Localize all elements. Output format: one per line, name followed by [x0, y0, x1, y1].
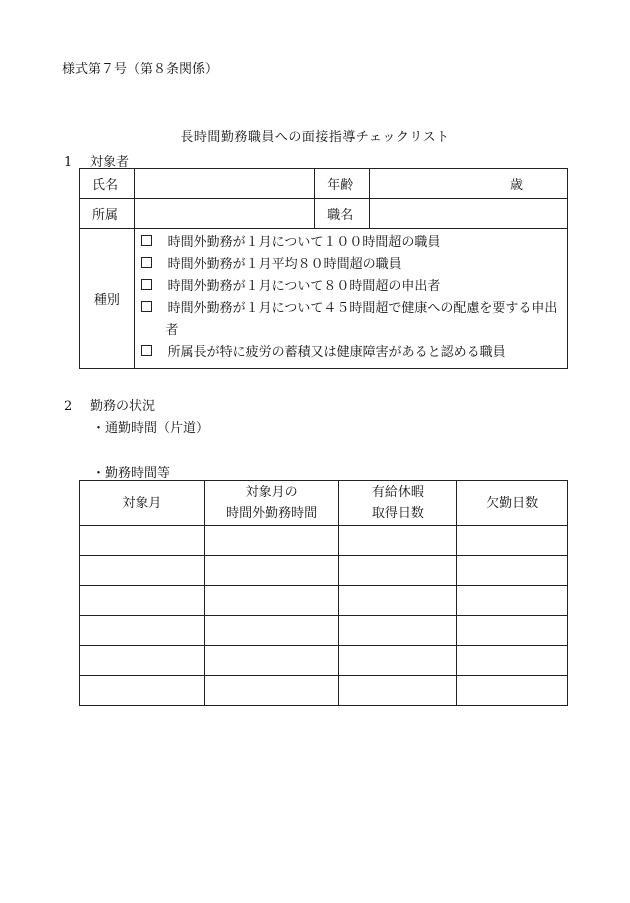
checklist-item[interactable]: 時間外勤務が１月について１００時間超の職員	[141, 232, 563, 254]
table-row	[80, 556, 568, 586]
work-hours-label: ・勤務時間等	[92, 466, 171, 481]
header-overtime-hours: 対象月の 時間外勤務時間	[204, 481, 339, 526]
section-1-title: 対象者	[90, 155, 130, 170]
table-cell[interactable]	[457, 646, 568, 676]
position-field[interactable]	[370, 199, 568, 229]
age-unit: 歳	[509, 178, 523, 193]
header-target-month: 対象月	[80, 481, 205, 526]
table-row	[80, 586, 568, 616]
section-2-number: 2	[64, 399, 73, 414]
checkbox-icon[interactable]	[141, 345, 152, 356]
table-cell[interactable]	[339, 586, 457, 616]
commute-time-label: ・通勤時間（片道）	[92, 421, 210, 436]
age-field[interactable]	[370, 169, 568, 199]
table-cell[interactable]	[457, 556, 568, 586]
table-cell[interactable]	[457, 526, 568, 556]
name-label: 氏名	[80, 169, 135, 199]
table-cell[interactable]	[339, 526, 457, 556]
checkbox-icon[interactable]	[141, 257, 152, 268]
header-paid-leave-days: 有給休暇 取得日数	[339, 481, 457, 526]
table-cell[interactable]	[204, 526, 339, 556]
name-field[interactable]	[134, 169, 315, 199]
department-field[interactable]	[134, 199, 315, 229]
table-cell[interactable]	[80, 526, 205, 556]
table-row	[80, 616, 568, 646]
target-person-table	[79, 168, 568, 369]
table-cell[interactable]	[204, 556, 339, 586]
table-cell[interactable]	[80, 586, 205, 616]
checklist-item[interactable]: 所属長が特に疲労の蓄積又は健康障害があると認める職員	[141, 342, 563, 364]
table-cell[interactable]	[204, 676, 339, 706]
position-label: 職名	[315, 199, 370, 229]
checkbox-icon[interactable]	[141, 301, 152, 312]
checklist-item[interactable]: 時間外勤務が１月について４５時間超で健康への配慮を要する申出者	[141, 298, 563, 342]
table-cell[interactable]	[339, 556, 457, 586]
table-cell[interactable]	[80, 646, 205, 676]
table-cell[interactable]	[339, 646, 457, 676]
table-cell[interactable]	[339, 676, 457, 706]
checkbox-icon[interactable]	[141, 279, 152, 290]
work-status-table	[79, 480, 568, 706]
table-row	[80, 526, 568, 556]
table-row	[80, 676, 568, 706]
table-cell[interactable]	[80, 556, 205, 586]
table-cell[interactable]	[457, 676, 568, 706]
section-2-title: 勤務の状況	[90, 399, 156, 414]
table-cell[interactable]	[204, 646, 339, 676]
table-cell[interactable]	[457, 586, 568, 616]
table-cell[interactable]	[457, 616, 568, 646]
header-absence-days: 欠勤日数	[457, 481, 568, 526]
table-cell[interactable]	[80, 676, 205, 706]
category-checklist	[134, 229, 567, 369]
checkbox-icon[interactable]	[141, 235, 152, 246]
age-label: 年齢	[315, 169, 370, 199]
section-2-heading	[64, 395, 155, 414]
department-label: 所属	[80, 199, 135, 229]
document-title: 長時間勤務職員への面接指導チェックリスト	[180, 130, 450, 145]
checklist-item[interactable]: 時間外勤務が１月平均８０時間超の職員	[141, 254, 563, 276]
category-label: 種別	[80, 229, 135, 369]
table-cell[interactable]	[204, 586, 339, 616]
table-cell[interactable]	[80, 616, 205, 646]
table-cell[interactable]	[339, 616, 457, 646]
checklist-item[interactable]: 時間外勤務が１月について８０時間超の申出者	[141, 276, 563, 298]
form-number-label: 様式第７号（第８条関係）	[62, 62, 219, 77]
table-cell[interactable]	[204, 616, 339, 646]
section-1-number: 1	[64, 155, 73, 170]
table-row	[80, 646, 568, 676]
